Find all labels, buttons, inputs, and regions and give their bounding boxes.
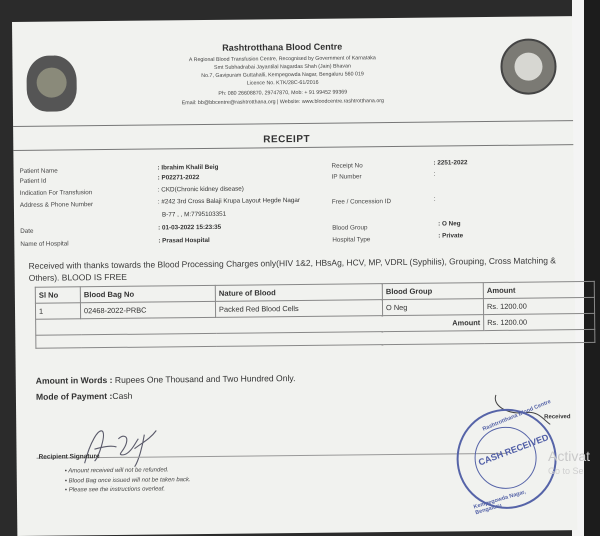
receipt-no: : 2251-2022 (433, 159, 468, 167)
stamp-ring-bottom: Kempegowda Nagar, Bengaluru (473, 489, 527, 517)
patient-id: : P02271-2022 (157, 174, 200, 182)
patient-name-label: Patient Name (19, 167, 58, 175)
col-sl-no: Sl No (35, 287, 80, 303)
cash-received-stamp (456, 398, 557, 517)
receipt-no-label: Receipt No (331, 162, 363, 170)
concession-id: : (433, 195, 436, 203)
payment-label: Mode of Payment : (35, 390, 113, 402)
hospital-name: : Prasad Hospital (158, 236, 210, 245)
address-label: Address & Phone Number (19, 201, 94, 209)
note-item: • Please see the instructions overleaf. (64, 486, 166, 494)
note-item: • Blood Bag once issued will not be taken back. (64, 476, 191, 484)
total-value: Rs. 1200.00 (484, 313, 595, 330)
concession-label: Free / Concession ID (331, 198, 392, 206)
rashtrotthana-emblem-icon (26, 55, 77, 112)
receipt-title: RECEIPT (263, 133, 311, 146)
hospital-type: : Private (438, 232, 464, 240)
cell-amount: Rs. 1200.00 (483, 297, 594, 314)
blood-group-label: Blood Group (332, 224, 368, 232)
hospital-type-label: Hospital Type (332, 236, 371, 244)
address-line2: B-77 , , M:7795103351 (161, 210, 227, 219)
amount-words-value: Rupees One Thousand and Two Hundred Only. (112, 373, 296, 385)
total-label: Amount (36, 315, 484, 336)
address-line1: : #242 3rd Cross Balaji Krupa Layout Hegde Nagar (157, 196, 301, 206)
col-amount: Amount (483, 281, 594, 298)
ip-number: : (433, 170, 436, 178)
indication-label: Indication For Transfusion (19, 189, 93, 197)
header-line-phone: Ph: 080 26608870, 29747870, Mob: + 91 99452 99369 (218, 89, 348, 97)
received-label: Received (544, 414, 571, 421)
org-name: Rashtrotthana Blood Centre (222, 41, 343, 53)
header-line-licence: Licence No. KTK/28C-61/2016 (246, 79, 319, 87)
charges-statement: Received with thanks towards the Blood Processing Charges only(HIV 1&2, HBsAg, HCV, MP, VDRL (Syphilis), Grouping, Cross Matching & Others). BLOOD IS FREE (28, 255, 556, 283)
date: : 01-03-2022 15:23:35 (158, 223, 222, 232)
cell-nature-of-blood: Packed Red Blood Cells (215, 300, 382, 318)
hospital-label: Name of Hospital (20, 240, 69, 248)
mode-of-payment (36, 391, 133, 402)
activate-windows-subtext: Go to Se (548, 466, 584, 476)
amount-in-words (36, 373, 296, 386)
col-blood-bag-no: Blood Bag No (80, 285, 215, 302)
col-nature-of-blood: Nature of Blood (215, 284, 382, 302)
indication: : CKD(Chronic kidney disease) (157, 185, 244, 194)
handwritten-signature (76, 420, 167, 471)
notes-list (65, 466, 191, 496)
payment-value: Cash (112, 390, 133, 401)
ip-number-label: IP Number (331, 173, 362, 181)
date-label: Date (20, 227, 34, 235)
blood-drop-logo-icon (500, 38, 557, 95)
divider (13, 120, 573, 127)
header-line-address: No.7, Gavipuram Guttahalli, Kempegowda Nagar, Bengaluru 560 019 (201, 71, 364, 80)
cell-blood-group: O Neg (382, 299, 483, 316)
cell-blood-bag-no: 02468-2022-PRBC (80, 301, 215, 318)
note-item: • Amount received will not be refunded. (64, 467, 169, 475)
cell-sl-no: 1 (35, 303, 80, 319)
activate-windows-overlay: Activat (548, 448, 591, 464)
amount-words-label: Amount in Words : (35, 374, 113, 386)
stamp-center-text: CASH RECEIVED (477, 432, 550, 468)
patient-id-label: Patient Id (19, 177, 47, 185)
patient-name: : Ibrahim Khalil Beig (157, 163, 219, 172)
stamp-ring-top: Rashtrotthana Blood Centre (481, 398, 552, 433)
divider (13, 144, 573, 151)
blood-group: : O Neg (438, 220, 461, 228)
receipt-document (12, 16, 577, 536)
recipient-signature-label: Recipient Signature (38, 453, 100, 461)
header-line-recognition: A Regional Blood Transfusion Centre, Recognised by Government of Karnataka (188, 55, 376, 64)
header-line-email: Email: bb@bbcentre@rashtrotthana.org | Website: www.bloodcentre.rashtrotthana.org (181, 98, 385, 107)
blood-items-table (35, 281, 596, 349)
header-line-bhavan: Smt Subhadrabai Jayantilal Nagardas Shah (Jain) Bhavan (213, 63, 351, 71)
col-blood-group: Blood Group (382, 283, 483, 300)
